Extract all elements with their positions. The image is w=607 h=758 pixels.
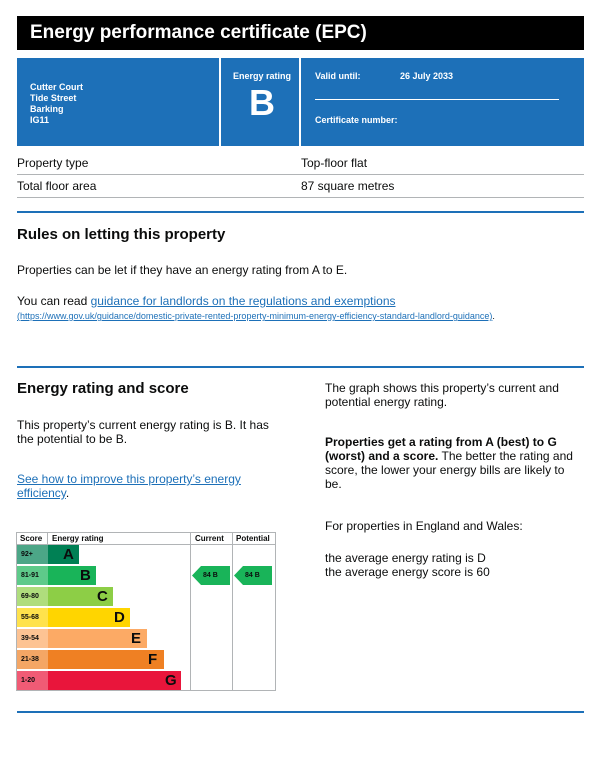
guidance-suffix: .: [492, 311, 495, 321]
letting-rules-heading: Rules on letting this property: [17, 226, 226, 243]
potential-column-header: Potential: [236, 534, 270, 543]
energy-rating-letter: B: [249, 82, 275, 123]
page-title: Energy performance certificate (EPC): [17, 16, 584, 50]
band-score-range: 1-20: [21, 677, 36, 684]
band-bar: [48, 671, 181, 690]
energy-rating-score-heading: Energy rating and score: [17, 380, 189, 397]
section-divider: [17, 366, 584, 368]
average-score-text: the average energy score is 60: [325, 565, 490, 579]
certificate-number-label: Certificate number:: [315, 115, 398, 125]
address-line: Barking: [30, 104, 64, 114]
band-score-range: 21-38: [21, 656, 39, 663]
rating-explanation-rest: The better the rating and score, the lower your energy bills are likely to be.: [325, 449, 573, 491]
band-letter: F: [148, 651, 158, 668]
rating-column-header: Energy rating: [52, 534, 104, 543]
epc-summary-banner: [17, 58, 584, 146]
improve-paragraph: [17, 472, 279, 500]
current-rating-text: This property’s current energy rating is B. It has the potential to be B.: [17, 418, 269, 446]
graph-description: The graph shows this property’s current and potential energy rating.: [325, 381, 559, 409]
valid-until-label: Valid until:: [315, 71, 361, 81]
improve-efficiency-link[interactable]: See how to improve this property’s energy efficiency: [17, 472, 241, 500]
band-bar: [48, 650, 164, 669]
band-letter: C: [97, 588, 108, 605]
rating-band-a: [17, 545, 190, 564]
rating-band-g: [17, 671, 190, 690]
score-column-header: Score: [20, 534, 43, 543]
guidance-prefix: You can read: [17, 294, 91, 308]
rating-band-f: [17, 650, 190, 669]
rating-band-d: [17, 608, 190, 627]
average-rating-text: the average energy rating is D: [325, 551, 486, 565]
current-rating-label: 84 B: [203, 572, 218, 579]
band-score-range: 55-68: [21, 614, 39, 621]
valid-until-date: 26 July 2033: [400, 71, 454, 81]
column-divider: [232, 533, 233, 690]
band-score-range: 92+: [21, 551, 33, 558]
floor-area-label: Total floor area: [17, 179, 97, 193]
divider: [219, 58, 221, 146]
property-address: [30, 82, 83, 126]
band-score-range: 81-91: [21, 572, 39, 579]
floor-area-value: 87 square metres: [301, 179, 395, 193]
guidance-url-link[interactable]: (https://www.gov.uk/guidance/domestic-private-rented-property-minimum-energy-efficiency-standard-landlord-guidance): [17, 311, 493, 321]
band-letter: G: [165, 672, 177, 689]
column-divider: [190, 533, 191, 690]
potential-rating-label: 84 B: [245, 572, 260, 579]
guidance-link[interactable]: guidance for landlords on the regulations and exemptions: [90, 294, 396, 308]
rating-band-b: [17, 566, 190, 585]
address-line: IG11: [30, 115, 50, 125]
band-score-range: 69-80: [21, 593, 39, 600]
band-letter: B: [80, 567, 91, 584]
rating-band-e: [17, 629, 190, 648]
rating-explanation: [325, 435, 583, 491]
property-type-row: [17, 152, 584, 175]
section-divider: [17, 211, 584, 213]
current-column-header: Current: [195, 534, 224, 543]
property-type-label: Property type: [17, 156, 89, 170]
column-divider: [47, 533, 48, 544]
energy-rating-label: Energy rating: [232, 71, 291, 81]
rating-explanation-bold: Properties get a rating from A (best) to G (worst) and a score.: [325, 435, 557, 463]
band-letter: A: [63, 546, 74, 563]
floor-area-row: [17, 175, 584, 198]
divider: [315, 99, 559, 100]
average-values: [325, 551, 583, 579]
band-score-range: 39-54: [21, 635, 39, 642]
property-type-value: Top-floor flat: [301, 156, 368, 170]
band-letter: D: [114, 609, 125, 626]
address-line: Cutter Court: [30, 82, 83, 92]
address-line: Tide Street: [30, 93, 77, 103]
england-wales-text: For properties in England and Wales:: [325, 519, 523, 533]
letting-guidance-paragraph: [17, 294, 577, 322]
letting-rules-text: Properties can be let if they have an energy rating from A to E.: [17, 263, 348, 277]
band-letter: E: [131, 630, 142, 647]
rating-band-c: [17, 587, 190, 606]
energy-rating-chart: [16, 532, 276, 691]
improve-suffix: .: [65, 486, 70, 500]
section-divider: [17, 711, 584, 713]
